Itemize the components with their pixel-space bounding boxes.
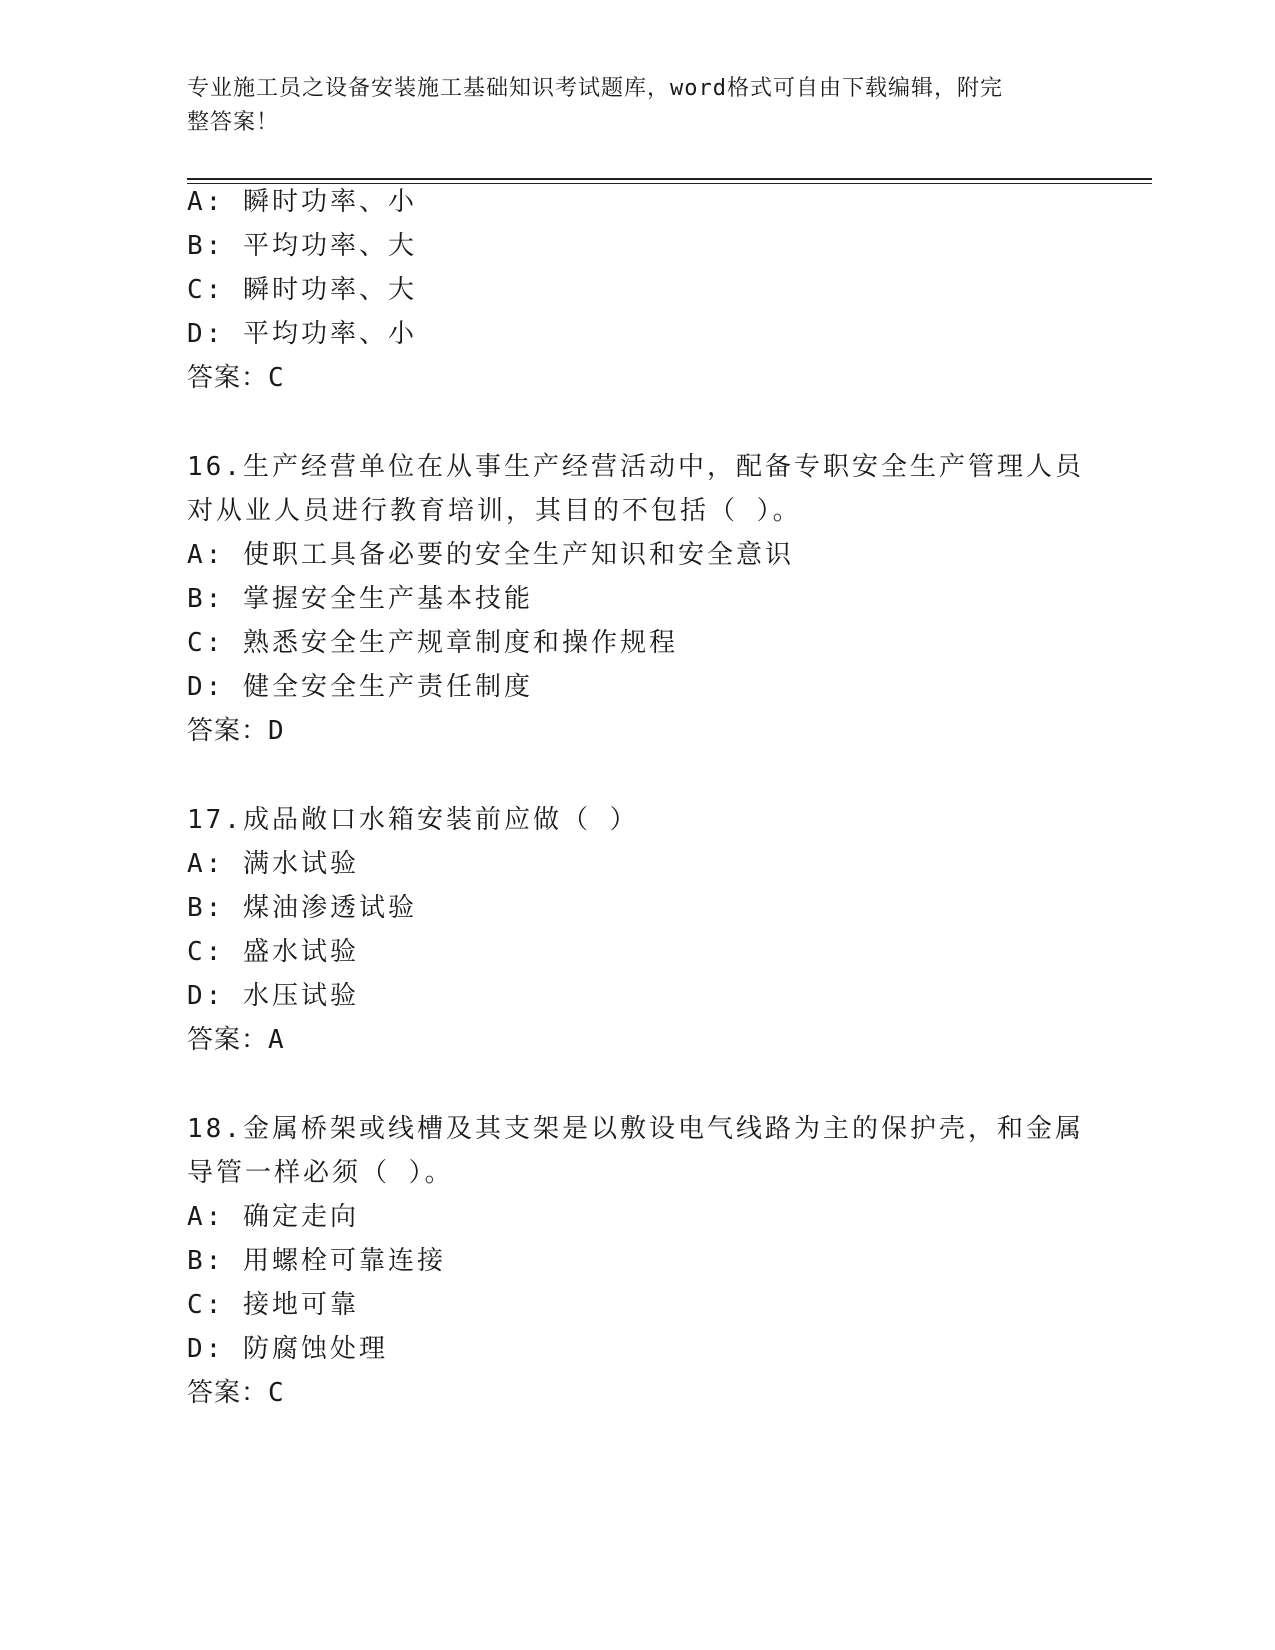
q16-option-d: D: 健全安全生产责任制度 <box>187 672 533 702</box>
q16-answer: 答案：D <box>187 716 285 746</box>
q17-option-c: C: 盛水试验 <box>187 937 359 967</box>
q15-option-c: C: 瞬时功率、大 <box>187 275 417 305</box>
q18-stem-line-2: 导管一样必须（ ）。 <box>187 1158 454 1188</box>
q18-option-c: C: 接地可靠 <box>187 1290 359 1320</box>
q16-option-a: A: 使职工具备必要的安全生产知识和安全意识 <box>187 540 794 570</box>
q17-stem-line-1: 17.成品敞口水箱安装前应做（ ） <box>187 805 639 835</box>
q15-answer: 答案：C <box>187 363 285 393</box>
q18-option-b: B: 用螺栓可靠连接 <box>187 1246 446 1276</box>
header-line-2: 整答案！ <box>187 110 280 135</box>
q18-option-d: D: 防腐蚀处理 <box>187 1334 388 1364</box>
q15-option-a: A: 瞬时功率、小 <box>187 187 417 217</box>
q15-option-b: B: 平均功率、大 <box>187 231 417 261</box>
q16-stem-line-2: 对从业人员进行教育培训，其目的不包括（ ）。 <box>187 496 802 526</box>
q17-answer: 答案：A <box>187 1025 285 1055</box>
q15-option-d: D: 平均功率、小 <box>187 319 417 349</box>
q18-stem-line-1: 18.金属桥架或线槽及其支架是以敷设电气线路为主的保护壳，和金属 <box>187 1114 1084 1144</box>
q17-option-a: A: 满水试验 <box>187 849 359 879</box>
q18-answer: 答案：C <box>187 1378 285 1408</box>
q17-option-b: B: 煤油渗透试验 <box>187 893 417 923</box>
q16-option-c: C: 熟悉安全生产规章制度和操作规程 <box>187 628 678 658</box>
q17-option-d: D: 水压试验 <box>187 981 359 1011</box>
document-header <box>187 72 1067 140</box>
q16-stem-line-1: 16.生产经营单位在从事生产经营活动中，配备专职安全生产管理人员 <box>187 452 1084 482</box>
q16-option-b: B: 掌握安全生产基本技能 <box>187 584 533 614</box>
header-divider <box>187 178 1152 184</box>
q18-option-a: A: 确定走向 <box>187 1202 359 1232</box>
header-line-1: 专业施工员之设备安装施工基础知识考试题库，word格式可自由下载编辑，附完 <box>187 76 1003 101</box>
